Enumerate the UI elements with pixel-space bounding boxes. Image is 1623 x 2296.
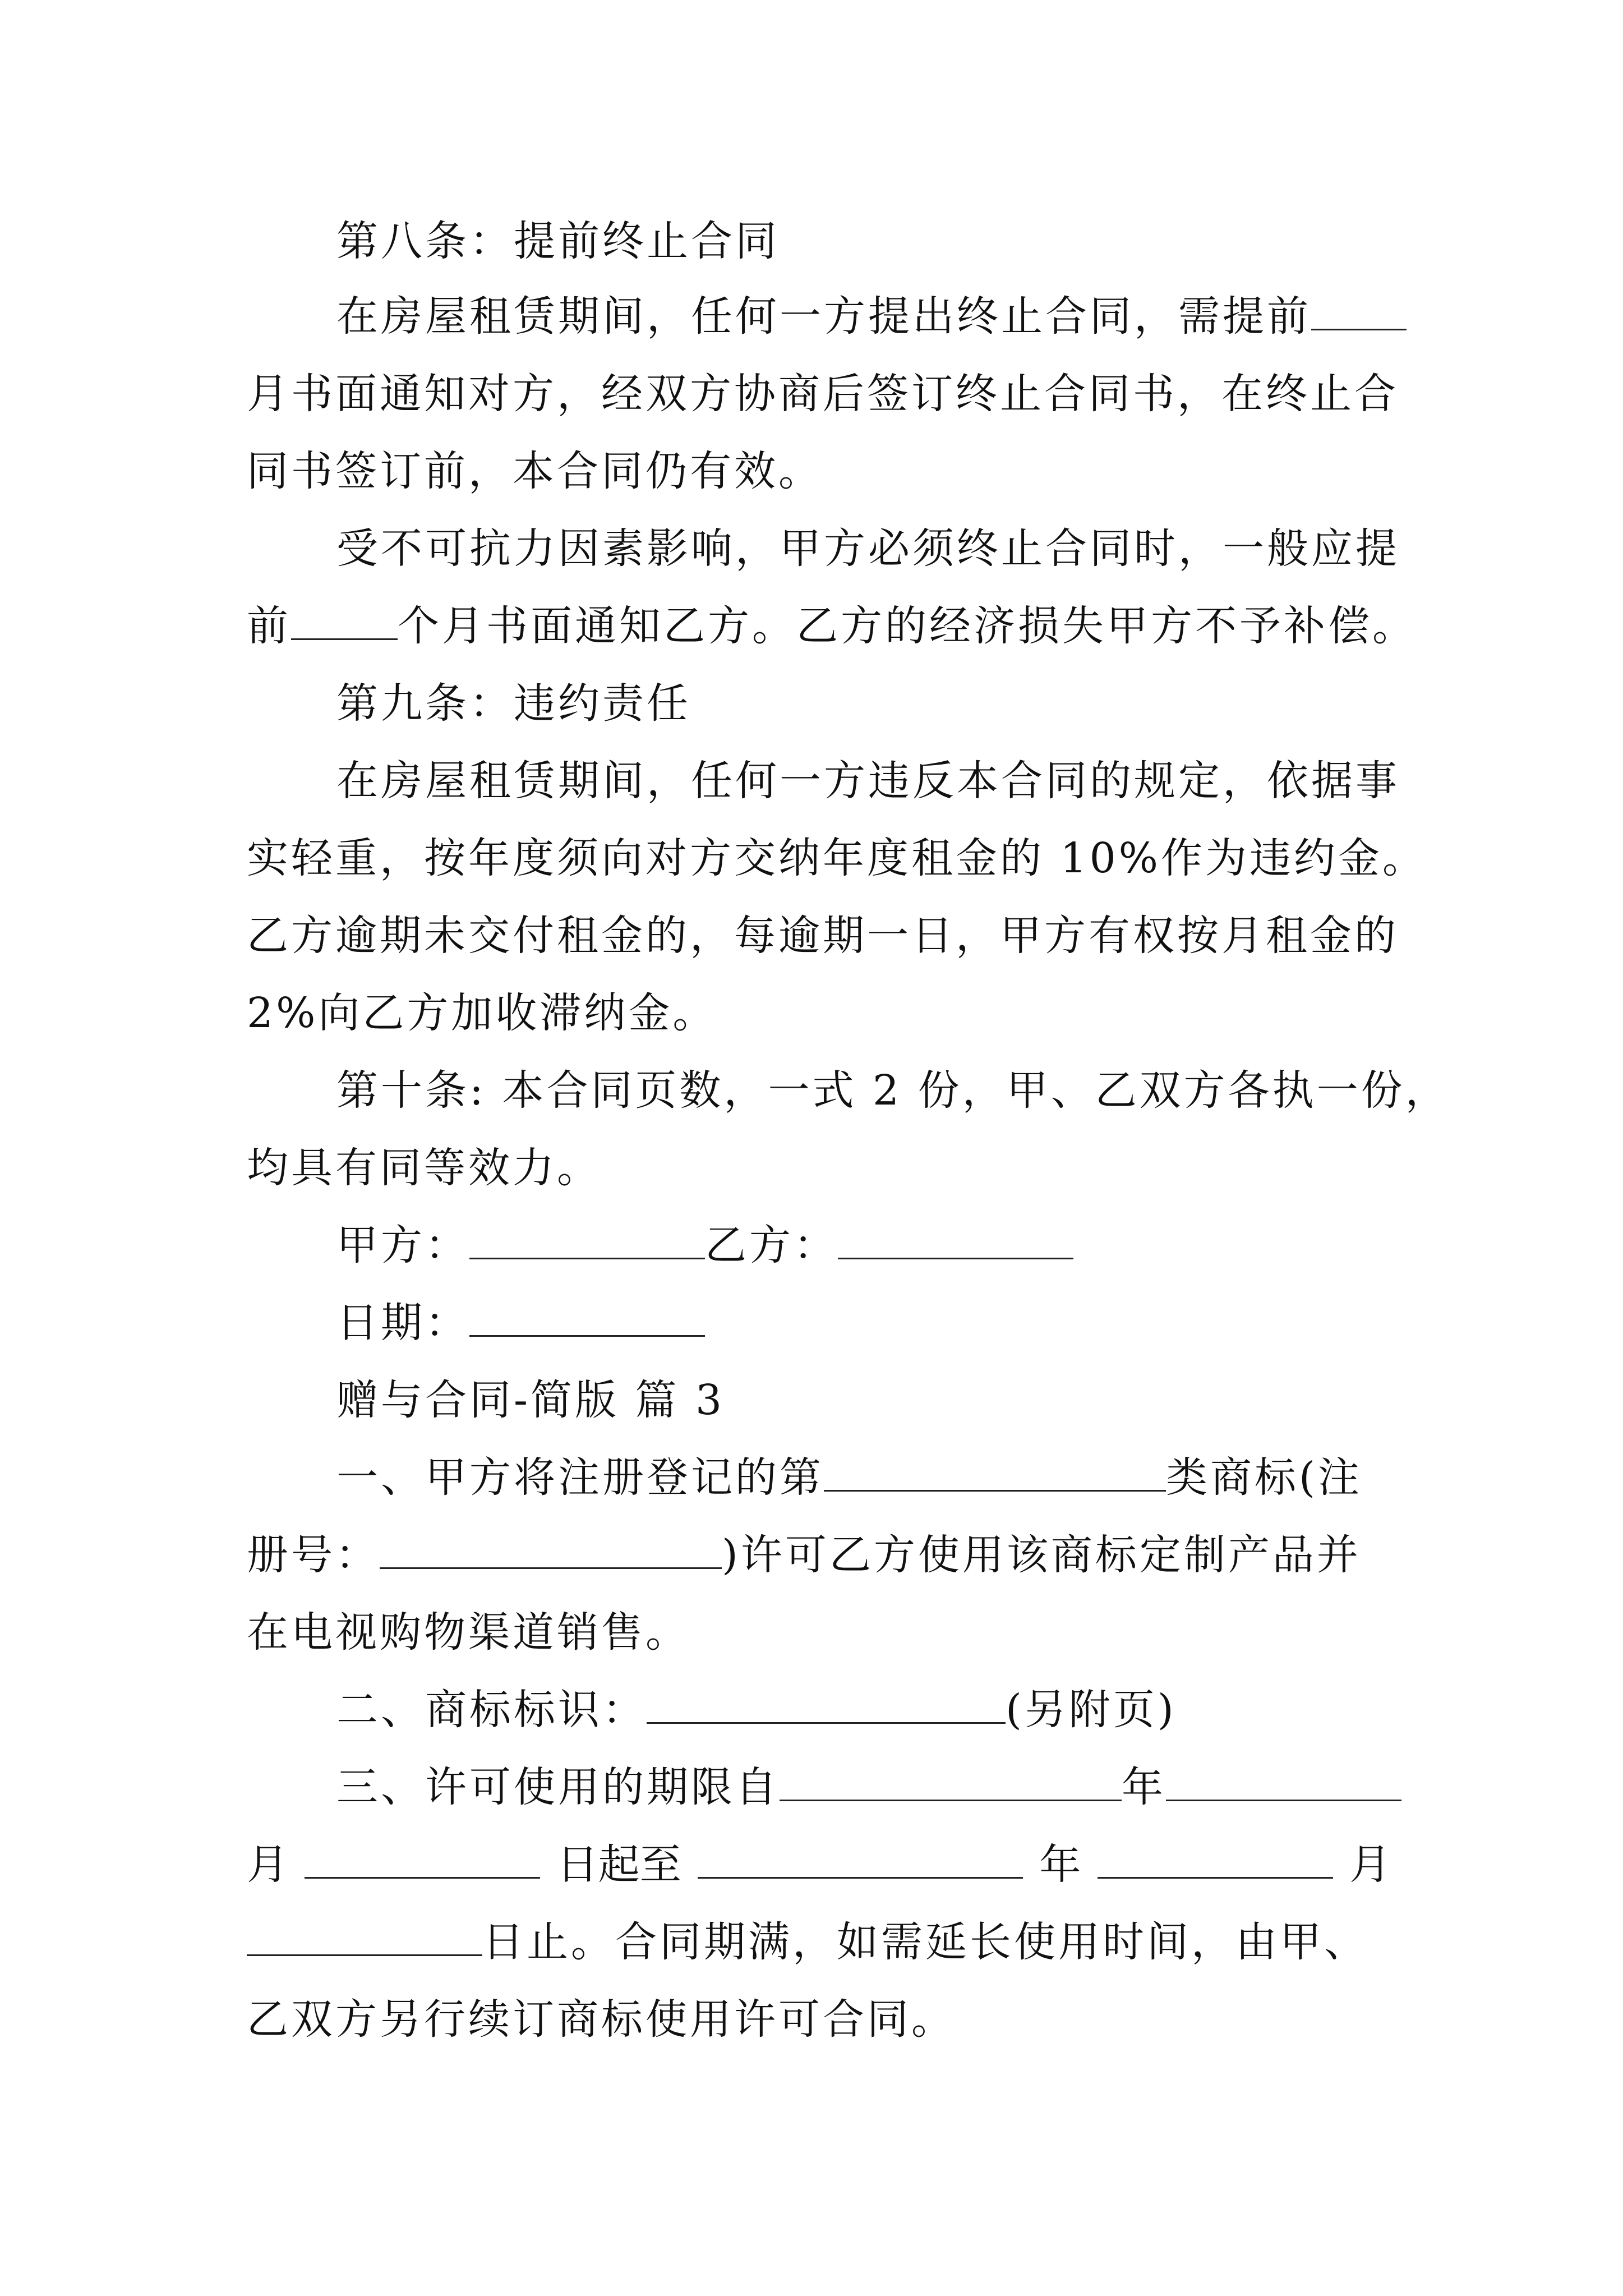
start-year-blank[interactable] <box>780 1759 1122 1801</box>
text-span: 一、甲方将注册登记的第 <box>336 1453 824 1502</box>
text-span: 日起至 <box>556 1841 681 1889</box>
text-span: 在房屋租赁期间，任何一方提出终止合同，需提前 <box>336 292 1311 341</box>
party-b-signature-blank[interactable] <box>838 1217 1073 1259</box>
paragraph-line: 2%向乙方加收滞纳金。 <box>247 989 717 1037</box>
party-a-signature-blank[interactable] <box>469 1217 705 1259</box>
date-label: 日期： <box>336 1299 469 1347</box>
start-day-blank[interactable] <box>305 1837 540 1879</box>
party-b-label: 乙方： <box>705 1221 838 1269</box>
paragraph-line: 乙双方另行续订商标使用许可合同。 <box>247 1995 956 2044</box>
fill-in-blank[interactable] <box>1311 288 1407 330</box>
signature-line <box>336 1217 1391 1273</box>
text-span: 三、许可使用的期限自 <box>336 1763 780 1811</box>
end-year-blank[interactable] <box>698 1837 1023 1879</box>
text-span: (另附页) <box>1006 1686 1177 1734</box>
registration-number-blank[interactable] <box>380 1527 722 1569</box>
text-span: 册号： <box>247 1531 380 1579</box>
text-span: 日止。合同期满，如需延长使用时间，由甲、 <box>482 1918 1368 1966</box>
article-8-title: 第八条：提前终止合同 <box>336 217 780 265</box>
paragraph-line: 在房屋租赁期间，任何一方违反本合同的规定，依据事 <box>336 757 1400 805</box>
trademark-mark-blank[interactable] <box>647 1682 1006 1724</box>
paragraph-line: 受不可抗力因素影响，甲方必须终止合同时，一般应提 <box>336 524 1400 573</box>
paragraph-line: 月书面通知对方，经双方协商后签订终止合同书，在终止合 <box>247 370 1399 418</box>
paragraph-line <box>247 598 1417 654</box>
party-a-label: 甲方： <box>336 1221 469 1269</box>
section-heading: 赠与合同-简版 篇 3 <box>336 1376 725 1424</box>
start-month-blank[interactable] <box>1166 1759 1401 1801</box>
paragraph-line: 乙方逾期未交付租金的，每逾期一日，甲方有权按月租金的 <box>247 912 1399 960</box>
text-span: 月 <box>1349 1841 1391 1889</box>
text-span: )许可乙方使用该商标定制产品并 <box>722 1531 1361 1579</box>
paragraph-line <box>247 1837 1391 1893</box>
text-span: 年 <box>1122 1763 1166 1811</box>
date-blank[interactable] <box>469 1295 705 1337</box>
date-line <box>336 1295 1391 1351</box>
article-10: 第十条: 本合同页数，一式 2 份，甲、乙双方各执一份， <box>336 1066 1450 1115</box>
paragraph-line <box>247 1914 1391 1970</box>
paragraph-line: 实轻重，按年度须向对方交纳年度租金的 10%作为违约金。 <box>247 834 1427 882</box>
text-span: 月 <box>247 1841 288 1889</box>
end-day-blank[interactable] <box>247 1914 482 1956</box>
text-span: 类商标(注 <box>1166 1453 1362 1502</box>
article-9-title: 第九条：违约责任 <box>336 679 691 728</box>
paragraph-line <box>336 1450 1391 1506</box>
paragraph-line <box>336 1682 1391 1738</box>
paragraph-line: 在电视购物渠道销售。 <box>247 1608 690 1657</box>
paragraph-line: 同书签订前，本合同仍有效。 <box>247 447 823 495</box>
paragraph-line: 均具有同等效力。 <box>247 1144 601 1192</box>
fill-in-blank[interactable] <box>291 598 398 640</box>
trademark-class-blank[interactable] <box>824 1450 1166 1492</box>
paragraph-line <box>336 288 1391 344</box>
end-month-blank[interactable] <box>1098 1837 1333 1879</box>
text-span: 个月书面通知乙方。乙方的经济损失甲方不予补偿。 <box>398 602 1417 650</box>
paragraph-line <box>336 1759 1391 1815</box>
paragraph-line <box>247 1527 1391 1583</box>
text-span: 前 <box>247 602 291 650</box>
text-span: 二、商标标识： <box>336 1686 647 1734</box>
text-span: 年 <box>1039 1841 1081 1889</box>
